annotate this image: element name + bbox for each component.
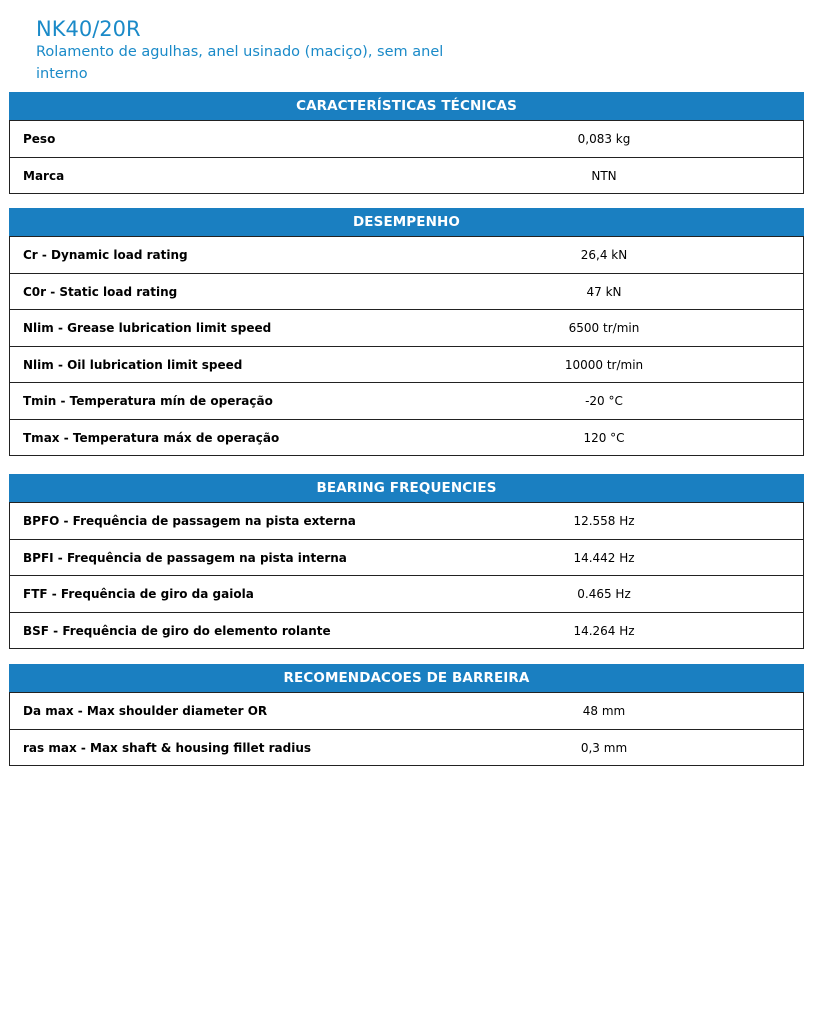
table-row <box>10 236 803 273</box>
row-label: Nlim - Grease lubrication limit speed <box>23 321 272 335</box>
section-performance <box>9 208 804 456</box>
row-label: Marca <box>23 168 65 183</box>
row-label: BSF - Frequência de giro do elemento rolante <box>23 623 331 638</box>
spec-table <box>9 120 804 194</box>
row-label: FTF - Frequência de giro da gaiola <box>23 587 254 601</box>
spec-table <box>9 236 804 456</box>
product-subtitle: Rolamento de agulhas, anel usinado (maciço), sem anel interno <box>36 44 444 82</box>
product-title: NK40/20R <box>36 17 141 41</box>
row-label: BPFI - Frequência de passagem na pista interna <box>23 550 347 565</box>
row-label: Tmin - Temperatura mín de operação <box>23 394 273 408</box>
section-header: DESEMPENHO <box>9 208 804 236</box>
section-header: RECOMENDACOES DE BARREIRA <box>9 664 804 692</box>
row-value: 47 kN <box>586 284 622 299</box>
row-label: BPFO - Frequência de passagem na pista externa <box>23 514 356 528</box>
table-row <box>10 692 803 729</box>
row-value: 120 °C <box>583 430 625 445</box>
row-value: 12.558 Hz <box>573 514 635 528</box>
table-row <box>10 612 803 649</box>
section-barrier-recommendations <box>9 664 804 766</box>
row-value: 10000 tr/min <box>564 357 644 372</box>
row-label: Peso <box>23 132 56 146</box>
row-value: 0.465 Hz <box>577 587 631 601</box>
row-value: 6500 tr/min <box>568 321 640 335</box>
row-label: C0r - Static load rating <box>23 284 178 299</box>
row-value: NTN <box>591 168 617 183</box>
table-row <box>10 502 803 539</box>
row-label: Cr - Dynamic load rating <box>23 248 188 262</box>
row-value: 14.264 Hz <box>573 623 635 638</box>
section-technical-characteristics <box>9 92 804 194</box>
table-row <box>10 382 803 419</box>
section-header: BEARING FREQUENCIES <box>9 474 804 502</box>
row-value: 0,083 kg <box>577 132 631 146</box>
row-label: Da max - Max shoulder diameter OR <box>23 704 268 718</box>
table-row <box>10 120 803 157</box>
table-row <box>10 729 803 766</box>
spec-table <box>9 502 804 649</box>
row-value: 14.442 Hz <box>573 550 635 565</box>
table-row <box>10 575 803 612</box>
row-value: 0,3 mm <box>580 740 628 755</box>
row-value: -20 °C <box>585 394 623 408</box>
section-header: CARACTERÍSTICAS TÉCNICAS <box>9 92 804 120</box>
table-row <box>10 273 803 310</box>
row-label: Nlim - Oil lubrication limit speed <box>23 357 243 372</box>
table-row <box>10 419 803 456</box>
section-bearing-frequencies <box>9 474 804 649</box>
row-value: 48 mm <box>582 704 626 718</box>
row-label: ras max - Max shaft & housing fillet radius <box>23 740 312 755</box>
table-row <box>10 346 803 383</box>
row-value: 26,4 kN <box>580 248 628 262</box>
spec-table <box>9 692 804 766</box>
table-row <box>10 157 803 194</box>
table-row <box>10 539 803 576</box>
row-label: Tmax - Temperatura máx de operação <box>23 430 280 445</box>
table-row <box>10 309 803 346</box>
